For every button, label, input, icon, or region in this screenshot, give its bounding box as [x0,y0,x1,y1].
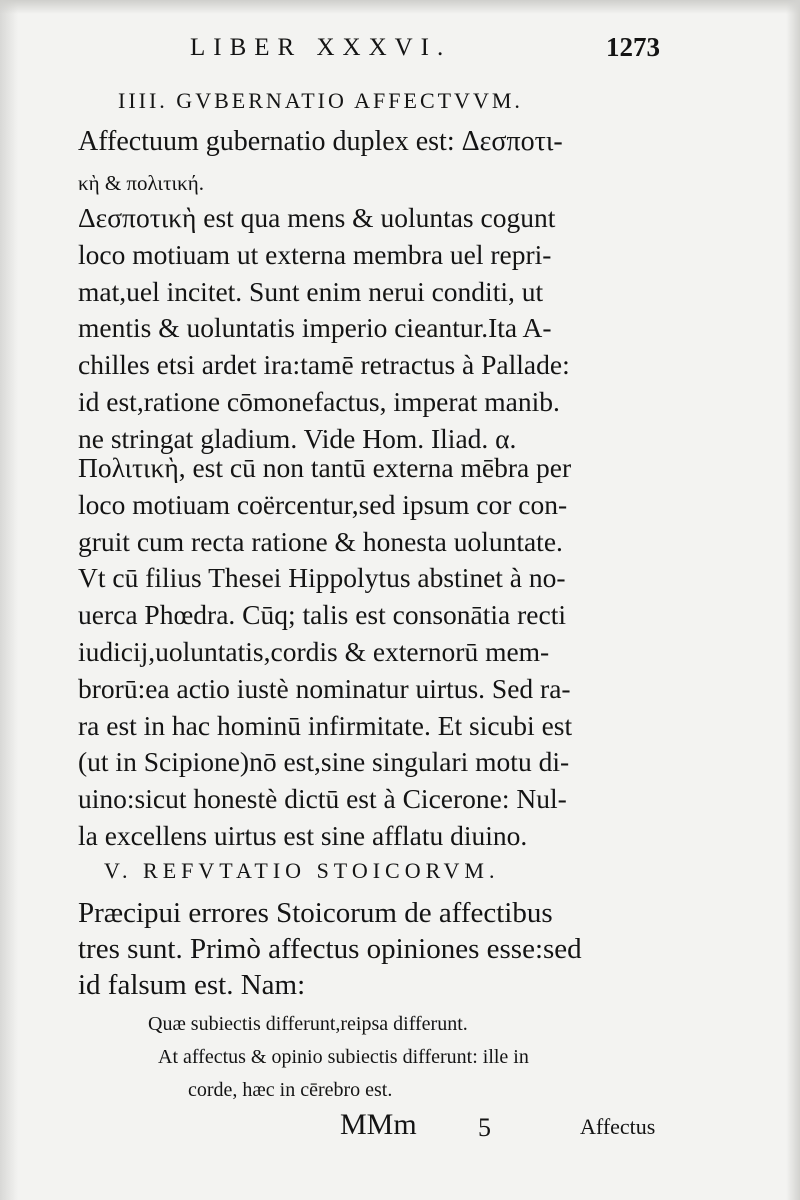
syllogism-minor-premise-line-2: corde, hæc in cērebro est. [188,1079,393,1101]
signature-mark: MMm [340,1108,417,1141]
running-head: LIBER XXXVI. [190,34,452,61]
syllogism-major-premise: Quæ subiectis differunt,reipsa differunt. [148,1013,468,1035]
text-line: uerca Phœdra. Cūq; talis est consonātia recti [78,599,566,631]
text-line: uino:sicut honestè dictū est à Cicerone: Nul- [78,783,567,815]
text-line: ne stringat gladium. Vide Hom. Iliad. α. [78,422,517,454]
section-heading-v: V. REFVTATIO STOICORVM. [104,858,500,883]
text-line: Πολιτικὴ, est cū non tantū externa mēbra per [78,452,572,483]
section-heading-iiii: IIII. GVBERNATIO AFFECTVVM. [118,88,523,113]
text-line: loco motiuam ut externa membra uel repri- [78,238,552,270]
text-line: Δεσποτικὴ est qua mens & uoluntas cogunt [78,202,556,233]
intro-line-2: κὴ & πολιτική. [78,171,204,195]
signature-number: 5 [478,1113,491,1142]
text-line: brorū:ea actio iustè nominatur uirtus. Sed ra- [78,672,571,704]
text-line: (ut in Scipione)nō est,sine singulari motu di- [78,746,570,778]
text-line: id est,ratione cōmonefactus, imperat manib. [78,385,560,417]
text-line: mentis & uoluntatis imperio cieantur.Ita A- [78,312,552,344]
intro-line-1: Affectuum gubernatio duplex est: Δεσποτι- [78,126,563,157]
text-line: Vt cū filius Thesei Hippolytus abstinet à no- [78,562,566,594]
text-line: loco motiuam coërcentur,sed ipsum cor con- [78,488,568,520]
page-edge-shadow-top [0,0,800,14]
text-line: iudicij,uoluntatis,cordis & externorū mem- [78,635,550,667]
page-edge-shadow-left [0,0,18,1200]
text-line: tres sunt. Primò affectus opiniones esse:sed [78,933,582,965]
catchword: Affectus [580,1114,656,1139]
text-line: id falsum est. Nam: [78,969,306,1001]
text-line: gruit cum recta ratione & honesta uoluntate. [78,525,563,557]
text-line: chilles etsi ardet ira:tamē retractus à Pallade: [78,349,570,381]
text-line: la excellens uirtus est sine afflatu diuino. [78,819,528,851]
paragraph-politike [78,450,572,855]
text-line: mat,uel incitet. Sunt enim nerui conditi, ut [78,275,544,307]
syllogism-minor-premise-line-1: At affectus & opinio subiectis differunt: ille in [158,1046,529,1068]
text-line: Præcipui errores Stoicorum de affectibus [78,897,553,929]
paragraph-stoic-errors [78,895,582,1003]
page-edge-shadow-right [786,0,800,1200]
text-line: ra est in hac hominū infirmitate. Et sicubi est [78,709,573,741]
page-number: 1273 [606,32,660,62]
paragraph-despotike [78,200,570,458]
